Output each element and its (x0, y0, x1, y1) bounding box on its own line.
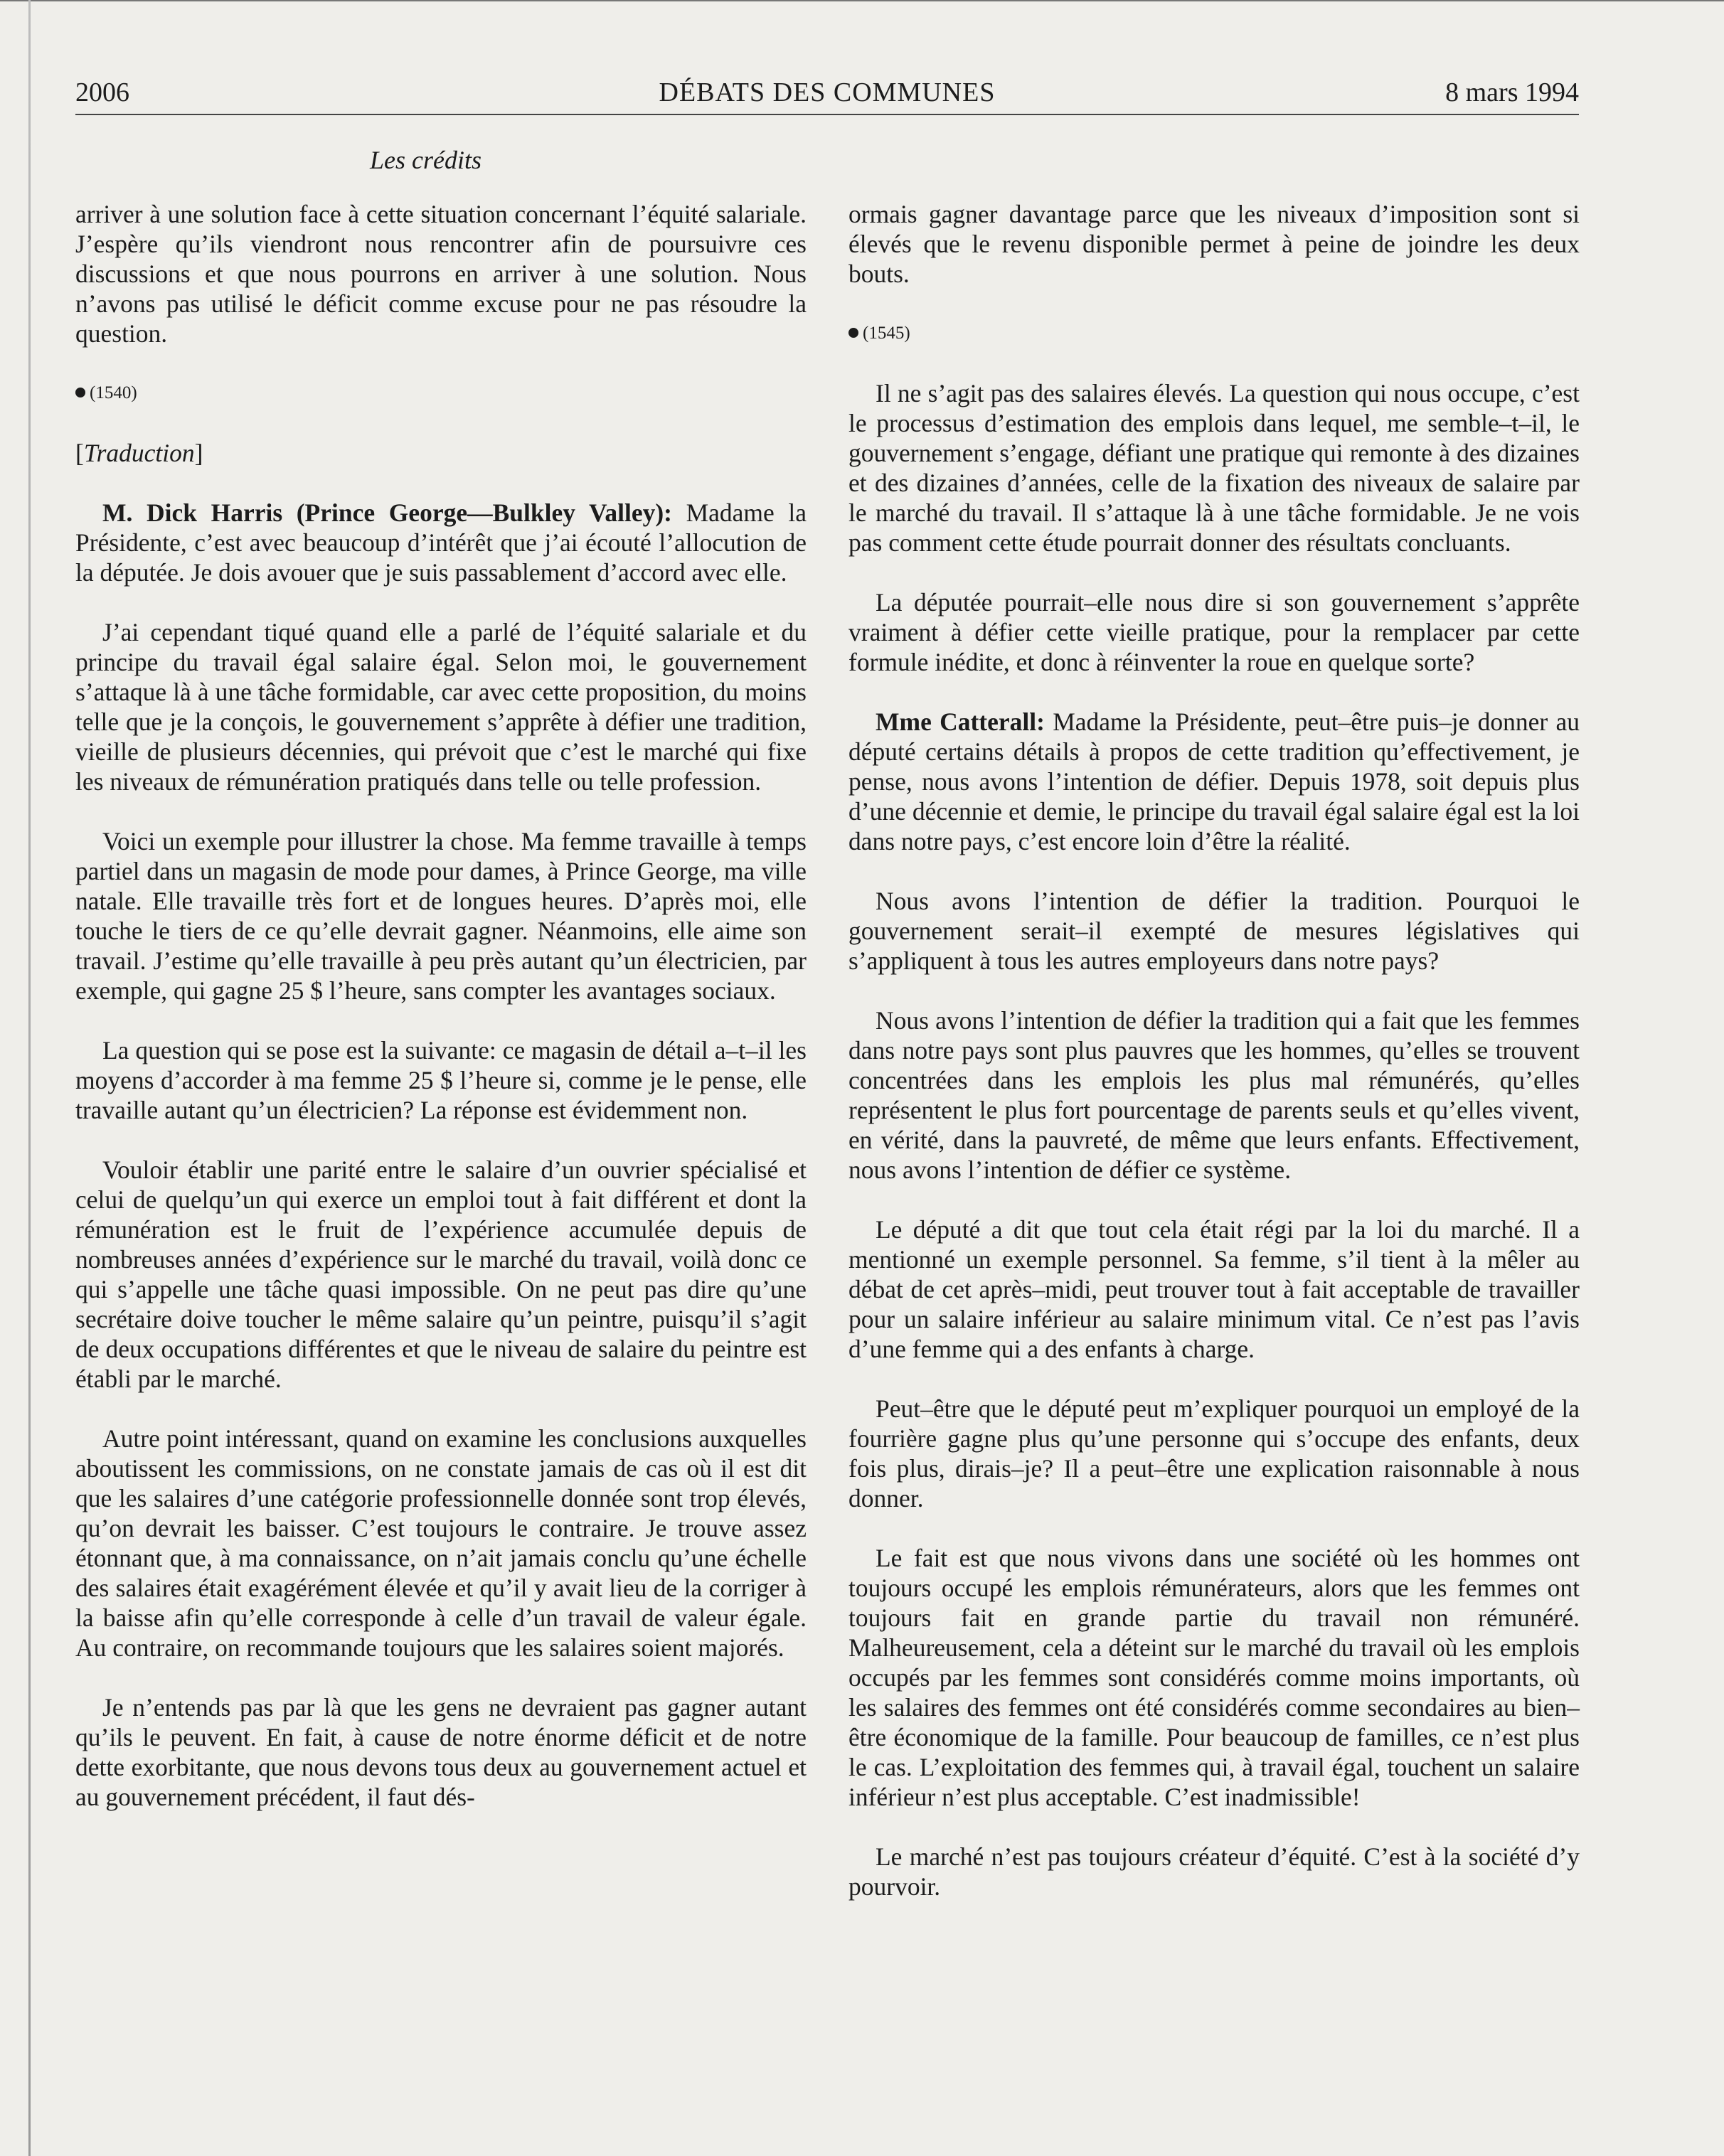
left-column (75, 199, 807, 1842)
paragraph: ormais gagner davantage parce que les niveaux d’imposition sont si élevés que le revenu disponible permet à peine de joindre les deux bouts. (848, 200, 1580, 288)
paragraph: Le fait est que nous vivons dans une société où les hommes ont toujours occupé les emplois rémunérateurs, alors que les femmes ont toujours fait en grande partie du travail non rémunéré. Malheureusement, cela a déteint sur le marché du travail où les emplois occupés par les femmes sont considérés comme moins importants, où les salaires des femmes ont été considérés comme secondaires au bien–être économique de la famille. Pour beaucoup de familles, ce n’est plus le cas. L’exploitation des femmes qui, à travail égal, touchent un salaire inférieur n’est plus acceptable. C’est inadmissible! (848, 1544, 1580, 1811)
speech-text: Madame la Présidente, peut–être puis–je donner au député certains détails à propos de cette tradition qu’effectivement, je pense, nous avons l’intention de défier. Depuis 1978, soit depuis plus d’une décennie et demie, le principe du travail égal salaire égal est la loi dans notre pays, c’est encore loin d’être la réalité. (848, 708, 1580, 855)
time-marker (75, 378, 807, 408)
paragraph: J’ai cependant tiqué quand elle a parlé de l’équité salariale et du principe du travail égal salaire égal. Selon moi, le gouvernement s’attaque là à une tâche formidable, car avec cette proposition, du moins telle que je la conçois, le gouvernement s’apprête à défier une tradition, vieille de plusieurs décennies, qui prévoit que c’est le marché qui fixe les niveaux de rémunération pratiqués dans telle ou telle profession. (75, 618, 807, 796)
paragraph: Il ne s’agit pas des salaires élevés. La question qui nous occupe, c’est le processus d’estimation des emplois dans lequel, me semble–t–il, le gouvernement s’engage, défiant une pratique qui remonte à des dizaines et des dizaines d’années, celle de la fixation des niveaux de salaire par le marché du travail. Il s’attaque là à une tâche formidable. Je ne vois pas comment cette étude pourrait donner des résultats concluants. (848, 379, 1580, 557)
issue-date: 8 mars 1994 (1445, 78, 1579, 107)
paragraph: Nous avons l’intention de défier la tradition qui a fait que les femmes dans notre pays sont plus pauvres que les hommes, qu’elles se trouvent concentrées dans les emplois les plus mal rémunérés, qu’elles représentent le plus fort pourcentage de parents seuls et qu’elles vivent, en vérité, dans la pauvreté, de même que leurs enfants. Effectivement, nous avons l’intention de défier ce système. (848, 1006, 1580, 1184)
paragraph: Le député a dit que tout cela était régi par la loi du marché. Il a mentionné un exemple personnel. Sa femme, s’il tient à la mêler au débat de cet après–midi, peut trouver tout à fait acceptable de travailler pour un salaire inférieur au salaire minimum vital. Ce n’est pas l’avis d’une femme qui a des enfants à charge. (848, 1215, 1580, 1363)
section-title: Les crédits (370, 146, 481, 174)
paragraph: Vouloir établir une parité entre le salaire d’un ouvrier spécialisé et celui de quelqu’un qui exerce un emploi tout à fait différent et dont la rémunération est le fruit de l’expérience accumulée depuis de nombreuses années d’expérience sur le marché du travail, voilà donc ce qui s’appelle une tâche quasi impossible. On ne peut pas dire qu’une secrétaire doive toucher le même salaire qu’un peintre, puisqu’il s’agit de deux occupations différentes et que le niveau de salaire du peintre est établi par le marché. (75, 1156, 807, 1393)
paragraph: Le marché n’est pas toujours créateur d’équité. C’est à la société d’y pourvoir. (848, 1842, 1580, 1901)
paragraph: La question qui se pose est la suivante: ce magasin de détail a–t–il les moyens d’accorder à ma femme 25 $ l’heure si, comme je le pense, elle travaille autant qu’un électricien? La réponse est évidemment non. (75, 1036, 807, 1124)
scan-edge-top (0, 0, 1724, 1)
scan-edge-left (28, 0, 31, 2156)
paragraph: Nous avons l’intention de défier la tradition. Pourquoi le gouvernement serait–il exempté de mesures législatives qui s’appliquent à tous les autres employeurs dans notre pays? (848, 887, 1580, 975)
time-marker (848, 319, 1580, 348)
paragraph: Je n’entends pas par là que les gens ne devraient pas gagner autant qu’ils le peuvent. En fait, à cause de notre énorme déficit et de notre dette exorbitante, que nous devons tous deux au gouvernement actuel et au gouvernement précédent, il faut dés- (75, 1693, 807, 1811)
speech-text: Madame la Présidente, c’est avec beaucoup d’intérêt que j’ai écouté l’allocution de la députée. Je dois avouer que je suis passablement d’accord avec elle. (75, 498, 807, 587)
paragraph: Voici un exemple pour illustrer la chose. Ma femme travaille à temps partiel dans un magasin de mode pour dames, à Prince George, ma ville natale. Elle travaille très fort et de longues heures. D’après moi, elle touche le tiers de ce qu’elle devrait gagner. Néanmoins, elle aime son travail. J’estime qu’elle travaille à peu près autant qu’un électricien, par exemple, qui gagne 25 $ l’heure, sans compter les avantages sociaux. (75, 827, 807, 1005)
time-marker-text: (1545) (863, 324, 910, 343)
paragraph: La députée pourrait–elle nous dire si son gouvernement s’apprête vraiment à défier cette vieille pratique, pour la remplacer par cette formule inédite, et donc à réinventer la roue en quelque sorte? (848, 588, 1580, 676)
bullet-icon (848, 328, 858, 338)
paragraph: Peut–être que le député peut m’expliquer pourquoi un employé de la fourrière gagne plus qu’une personne qui s’occupe des enfants, deux fois plus, dirais–je? Il a peut–être une explication raisonnable à nous donner. (848, 1394, 1580, 1512)
right-column (848, 199, 1580, 1931)
speech-paragraph (848, 707, 1580, 856)
speaker-name: M. Dick Harris (Prince George—Bulkley Valley): (102, 498, 672, 527)
paragraph: Autre point intéressant, quand on examine les conclusions auxquelles aboutissent les commissions, on ne constate jamais de cas où il est dit que les salaires d’une catégorie professionnelle donnée sont trop élevés, qu’on devrait les baisser. C’est toujours le contraire. Je trouve assez étonnant que, à ma connaissance, on n’ait jamais conclu qu’une échelle des salaires était exagérément élevée et qu’il y avait lieu de la corriger à la baisse afin qu’elle corresponde à celle d’un travail de valeur égale. Au contraire, on recommande toujours que les salaires soient majorés. (75, 1424, 807, 1662)
speaker-name: Mme Catterall: (876, 708, 1045, 736)
time-marker-text: (1540) (90, 383, 137, 402)
publication-title: DÉBATS DES COMMUNES (659, 78, 996, 107)
translation-note: [Traduction] (75, 439, 203, 467)
translation-label: Traduction (83, 439, 195, 467)
paragraph: arriver à une solution face à cette situation concernant l’équité salariale. J’espère qu’ils viendront nous rencontrer afin de poursuivre ces discussions et que nous pourrons en arriver à une solution. Nous n’avons pas utilisé le déficit comme excuse pour ne pas résoudre la question. (75, 200, 807, 348)
page-number: 2006 (75, 78, 129, 107)
speech-paragraph (75, 498, 807, 587)
bullet-icon (75, 388, 85, 397)
running-header (75, 71, 1579, 115)
